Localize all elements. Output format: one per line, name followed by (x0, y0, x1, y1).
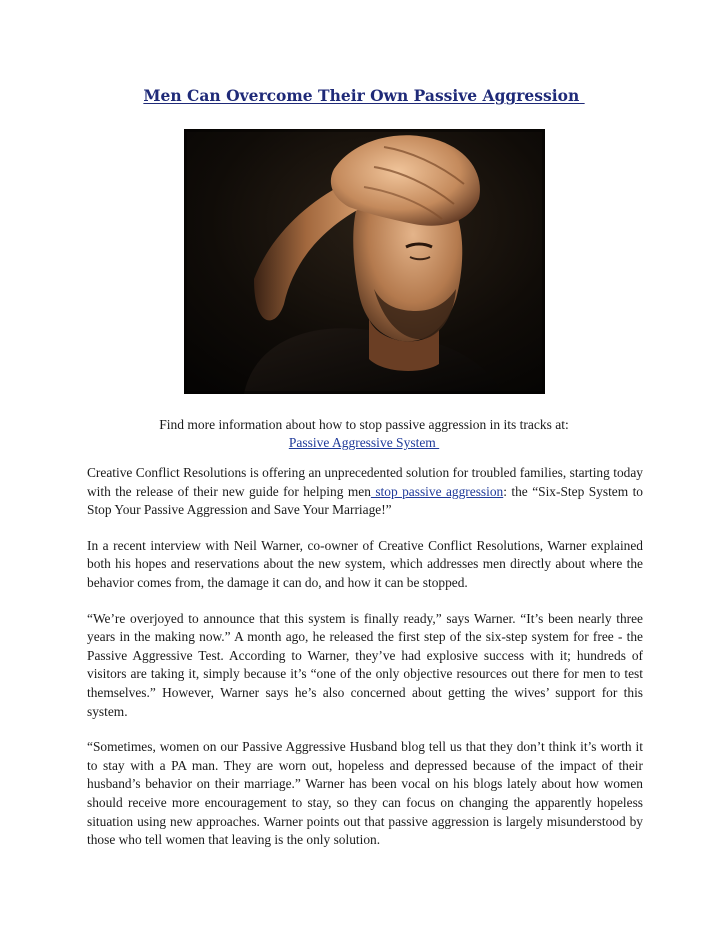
paragraph-1-start: Creative Conflict Resolutions is offering an unprecedented solution for troubled families, starting today with the release of their new guide for helping men (87, 465, 643, 499)
passive-aggressive-system-link[interactable]: Passive Aggressive System (288, 435, 440, 450)
page-title: Men Can Overcome Their Own Passive Aggression (143, 86, 585, 105)
caption (0, 416, 728, 452)
stop-passive-aggression-link[interactable]: stop passive aggression (370, 483, 504, 499)
paragraph-1 (87, 464, 643, 520)
man-holding-head-photo (184, 129, 545, 394)
paragraph-2: In a recent interview with Neil Warner, co-owner of Creative Conflict Resolutions, Warner explained both his hopes and reservations about the new system, which addresses men directly about where the behavior comes from, the damage it can do, and how it can be stopped. (87, 537, 643, 590)
article-body (87, 464, 643, 867)
paragraph-3: “We’re overjoyed to announce that this system is finally ready,” says Warner. “It’s been nearly three years in the making now.” A month ago, he released the first step of the six-step system for free - the Passive Aggressive Test. According to Warner, they’ve had explosive success with it; hundreds of visitors are taking it, simply because it’s “one of the only objective resources out there for men to test themselves.” However, Warner says he’s also concerned about getting the wives’ support for this system. (87, 610, 643, 719)
paragraph-4: “Sometimes, women on our Passive Aggressive Husband blog tell us that they don’t think it’s worth it to stay with a PA man. They are worn out, hopeless and depressed because of the impact of their husband’s behavior on their marriage.” Warner has been vocal on his blogs lately about how women should receive more encouragement to stay, so they can focus on changing the apparently hopeless situation using new approaches. Warner points out that passive aggression is largely misunderstood by those who tell women that leaving is the only solution. (87, 739, 643, 848)
caption-text: Find more information about how to stop passive aggression in its tracks at: (159, 417, 569, 432)
paragraph-1-end: : the “Six-Step System to Stop Your Passive Aggression and Save Your Marriage!” (87, 483, 643, 518)
